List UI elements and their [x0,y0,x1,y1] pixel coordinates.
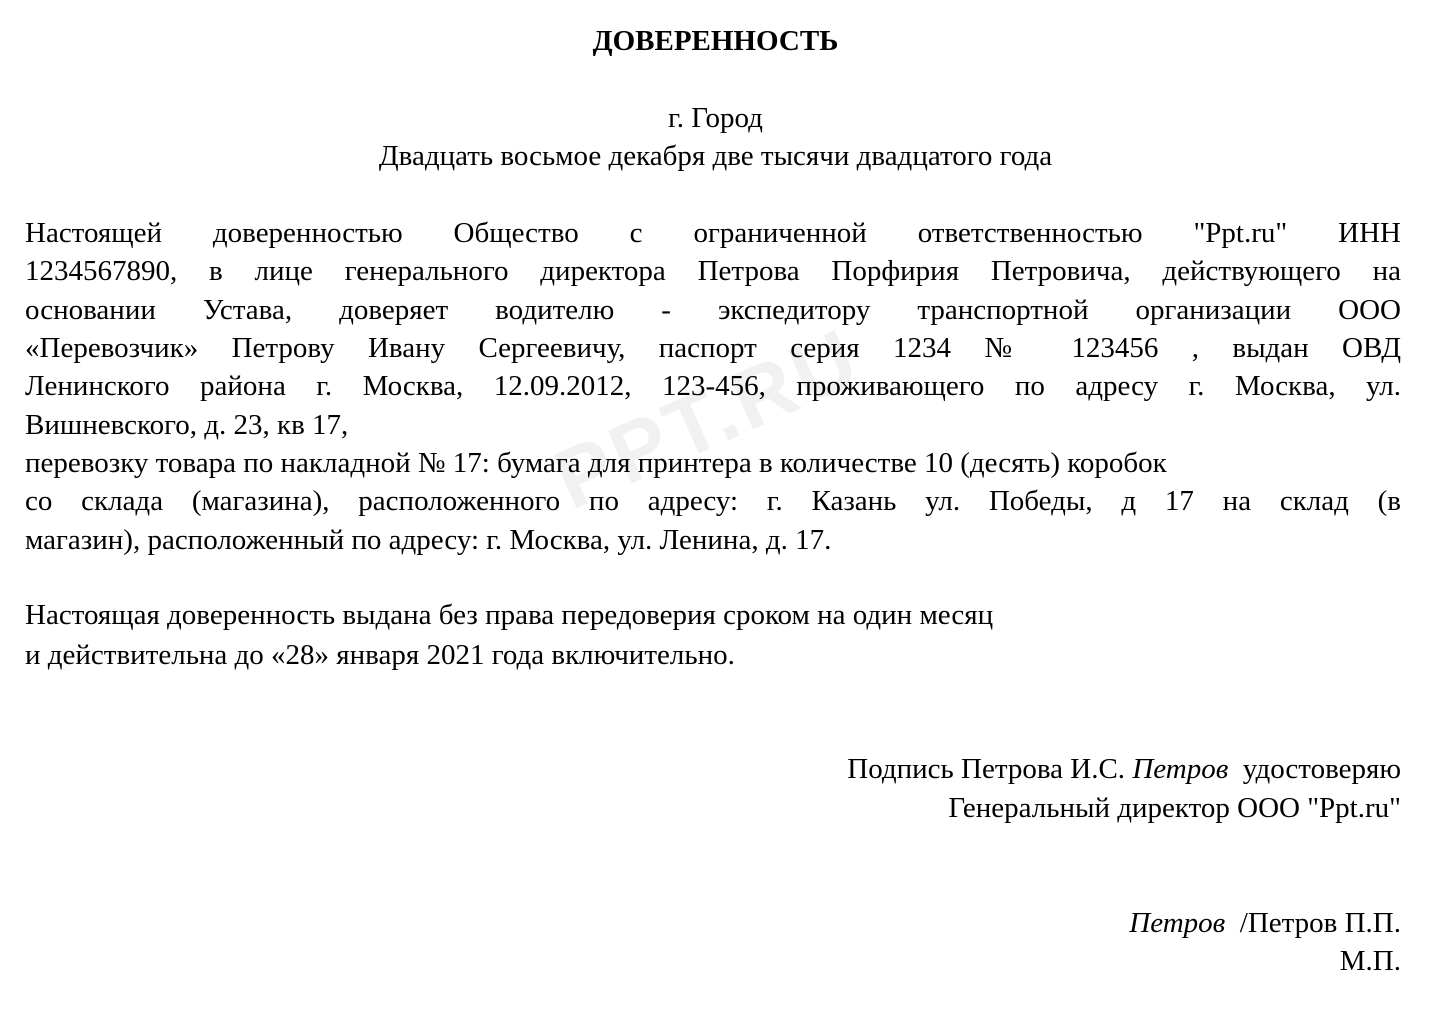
watermark: PPT.RU [540,309,874,527]
body-line: основании Устава, доверяет водителю - экспедитору транспортной организации ООО [25,294,1401,326]
document-title: ДОВЕРЕННОСТЬ [592,25,839,57]
body-line: перевозку товара по накладной № 17: бумага для принтера в количестве 10 (десять) коробок [25,447,1167,479]
director-signature: Петров [1129,907,1226,939]
validity-line: и действительна до «28» января 2021 года включительно. [25,639,735,671]
body-line: 1234567890, в лице генерального директора Петрова Порфирия Петровича, действующего на [25,255,1401,287]
certify-suffix: удостоверяю [1228,753,1401,785]
certify-prefix: Подпись Петрова И.С. [847,753,1133,785]
body-line: Вишневского, д. 23, кв 17, [25,409,349,441]
director-title: Генеральный директор ООО "Ppt.ru" [948,792,1401,824]
body-line: Ленинского района г. Москва, 12.09.2012, 123-456, проживающего по адресу г. Москва, ул. [25,370,1401,402]
body-line: «Перевозчик» Петрову Ивану Сергеевичу, паспорт серия 1234 № 123456 , выдан ОВД [25,332,1401,364]
document-date: Двадцать восьмое декабря две тысячи двадцатого года [378,140,1053,172]
document-city: г. Город [668,102,763,134]
body-line: Настоящей доверенностью Общество с ограниченной ответственностью "Ppt.ru" ИНН [25,217,1401,249]
stamp-place: М.П. [1339,945,1401,977]
validity-line: Настоящая доверенность выдана без права передоверия сроком на один месяц [25,599,994,631]
director-name: /Петров П.П. [1225,907,1401,939]
body-line: со склада (магазина), расположенного по адресу: г. Казань ул. Победы, д 17 на склад (в [25,485,1401,517]
handwritten-signature: Петров [1132,753,1229,785]
body-line: магазин), расположенный по адресу: г. Москва, ул. Ленина, д. 17. [25,524,832,556]
